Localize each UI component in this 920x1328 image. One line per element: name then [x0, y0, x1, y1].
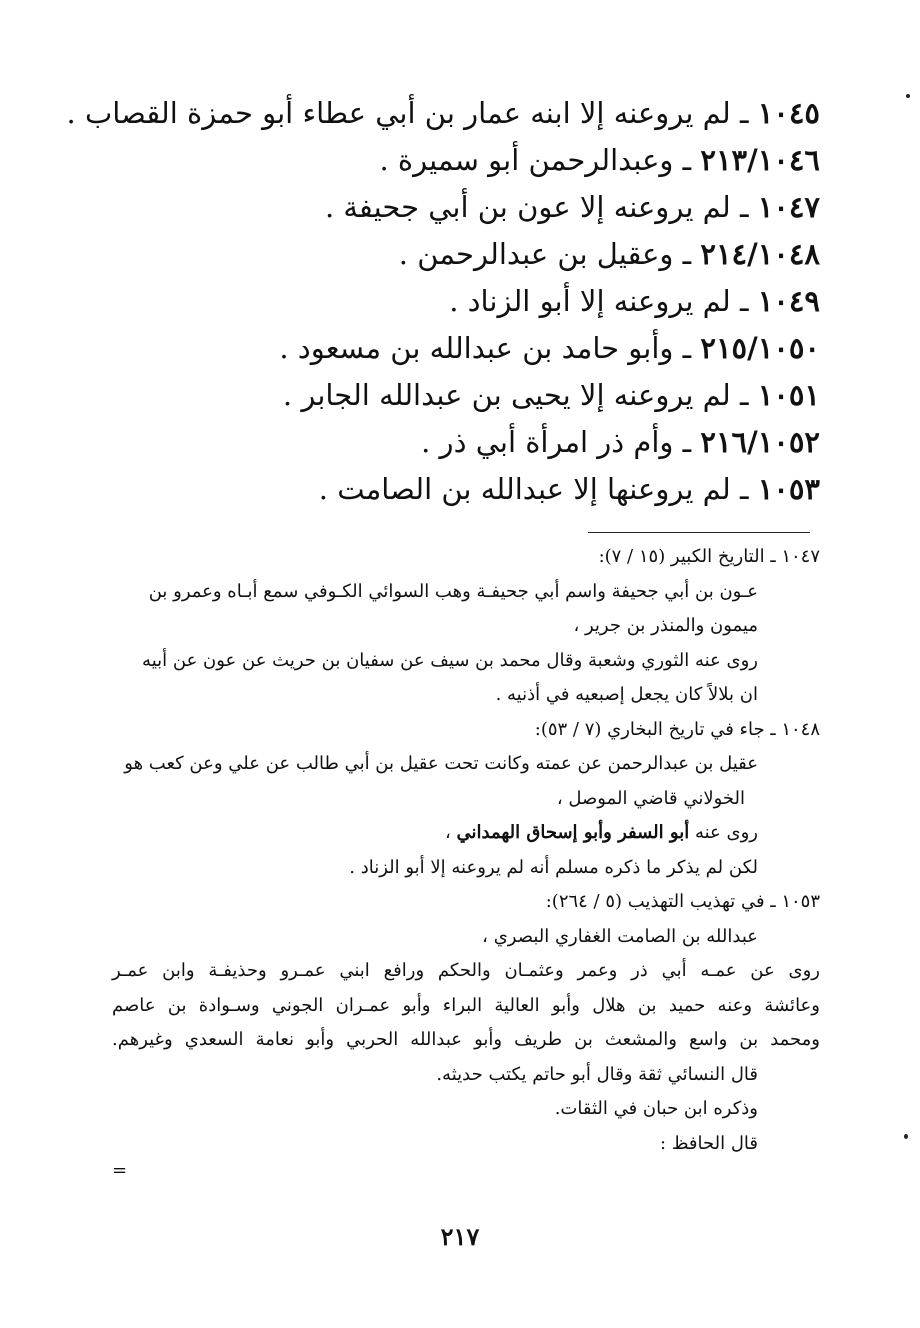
entry-number: ٢١٥/١٠٥٠	[700, 331, 820, 365]
entry-number: ١٠٤٩	[757, 284, 820, 318]
entry-text: لم يروعنها إلا عبدالله بن الصامت .	[318, 472, 731, 506]
entry-line: ٢١٣/١٠٤٦ ـ وعبدالرحمن أبو سميرة .	[379, 143, 820, 177]
footnote-line: عـون بن أبي جحيفة واسم أبي جحيفـة وهب السوائي الكـوفي سمع أبـاه وعمرو بن	[148, 580, 758, 602]
footnote-line: الخولاني قاضي الموصل ،	[556, 787, 745, 809]
footnote-bold-text: أبو السفر وأبو إسحاق الهمداني	[456, 822, 690, 843]
entry-line: ٢١٦/١٠٥٢ ـ وأم ذر امرأة أبي ذر .	[421, 425, 820, 459]
entry-line: ١٠٤٩ ـ لم يروعنه إلا أبو الزناد .	[449, 284, 820, 318]
scan-speck	[906, 94, 910, 98]
entry-number: ١٠٥١	[757, 378, 820, 412]
footnote-line: وعائشة وعنه حميد بن هلال وأبو العالية البراء وأبو عمـران الجوني وسـوادة بن عاصم	[112, 994, 820, 1016]
entry-line: ١٠٤٧ ـ لم يروعنه إلا عون بن أبي جحيفة .	[324, 190, 820, 224]
page-number: ٢١٧	[440, 1222, 480, 1251]
footnote-separator	[588, 532, 810, 533]
entry-text: وعقيل بن عبدالرحمن .	[398, 237, 674, 271]
entry-text: لم يروعنه إلا ابنه عمار بن أبي عطاء أبو حمزة القصاب .	[66, 96, 731, 130]
footnote-line	[112, 816, 820, 851]
main-text	[66, 90, 820, 513]
footnote-heading: ١٠٥٣ ـ في تهذيب التهذيب (٥ / ٢٦٤):	[545, 891, 820, 912]
footnote-line: قال النسائي ثقة وقال أبو حاتم يكتب حديثه.	[436, 1063, 758, 1085]
continuation-mark: =	[112, 1160, 128, 1181]
footnote-text: روى عنه	[689, 822, 758, 843]
entry-number: ٢١٦/١٠٥٢	[700, 425, 820, 459]
entry-line: ١٠٥١ ـ لم يروعنه إلا يحيى بن عبدالله الجابر .	[282, 378, 820, 412]
entry-line: ٢١٥/١٠٥٠ ـ وأبو حامد بن عبدالله بن مسعود .	[279, 331, 820, 365]
footnote-line: قال الحافظ :	[660, 1132, 758, 1154]
footnote-line: ومحمد بن واسع والمشعث بن طريف وأبو عبدالله الحربي وأبو نعامة السعدي وغيرهم.	[112, 1029, 820, 1050]
footnotes	[112, 540, 820, 1161]
footnote-line: لكن لم يذكر ما ذكره مسلم أنه لم يروعنه إلا أبو الزناد .	[349, 856, 758, 878]
entry-line: ١٠٤٥ ـ لم يروعنه إلا ابنه عمار بن أبي عطاء أبو حمزة القصاب .	[66, 96, 820, 130]
footnote-line: روى عنه الثوري وشعبة وقال محمد بن سيف عن سفيان بن حريث عن عون عن أبيه	[142, 649, 758, 671]
entry-text: وأبو حامد بن عبدالله بن مسعود .	[279, 331, 674, 365]
scan-speck	[904, 1134, 908, 1139]
footnote-line: ميمون والمنذر بن جرير ،	[573, 615, 758, 636]
footnote-line: روى عن عمـه أبي ذر وعمر وعثمـان والحكم ورافع ابني عمـرو وحذيفـة وابن عمـر	[112, 960, 820, 981]
footnote-line: عبدالله بن الصامت الغفاري البصري ،	[482, 925, 758, 947]
entry-number: ٢١٤/١٠٤٨	[700, 237, 820, 271]
entry-number: ١٠٤٧	[757, 190, 820, 224]
footnote-line: عقيل بن عبدالرحمن عن عمته وكانت تحت عقيل بن أبي طالب عن علي وعن كعب هو	[124, 753, 758, 774]
entry-text: وعبدالرحمن أبو سميرة .	[379, 143, 674, 177]
entry-text: لم يروعنه إلا أبو الزناد .	[449, 284, 731, 318]
entry-text: لم يروعنه إلا يحيى بن عبدالله الجابر .	[282, 378, 731, 412]
entry-line: ١٠٥٣ ـ لم يروعنها إلا عبدالله بن الصامت .	[318, 472, 820, 506]
entry-number: ١٠٥٣	[757, 472, 820, 506]
entry-number: ١٠٤٥	[757, 96, 820, 130]
entry-text: لم يروعنه إلا عون بن أبي جحيفة .	[324, 190, 731, 224]
footnote-line: ان بلالاً كان يجعل إصبعيه في أذنيه .	[495, 684, 758, 705]
footnote-heading: ١٠٤٨ ـ جاء في تاريخ البخاري (٧ / ٥٣):	[534, 718, 820, 740]
footnote-line: وذكره ابن حبان في الثقات.	[554, 1098, 758, 1119]
entry-line: ٢١٤/١٠٤٨ ـ وعقيل بن عبدالرحمن .	[398, 237, 820, 271]
entry-number: ٢١٣/١٠٤٦	[700, 143, 820, 177]
entry-text: وأم ذر امرأة أبي ذر .	[421, 425, 674, 459]
footnote-heading: ١٠٤٧ ـ التاريخ الكبير (١٥ / ٧):	[598, 546, 820, 567]
footnote-text: ،	[444, 822, 457, 843]
